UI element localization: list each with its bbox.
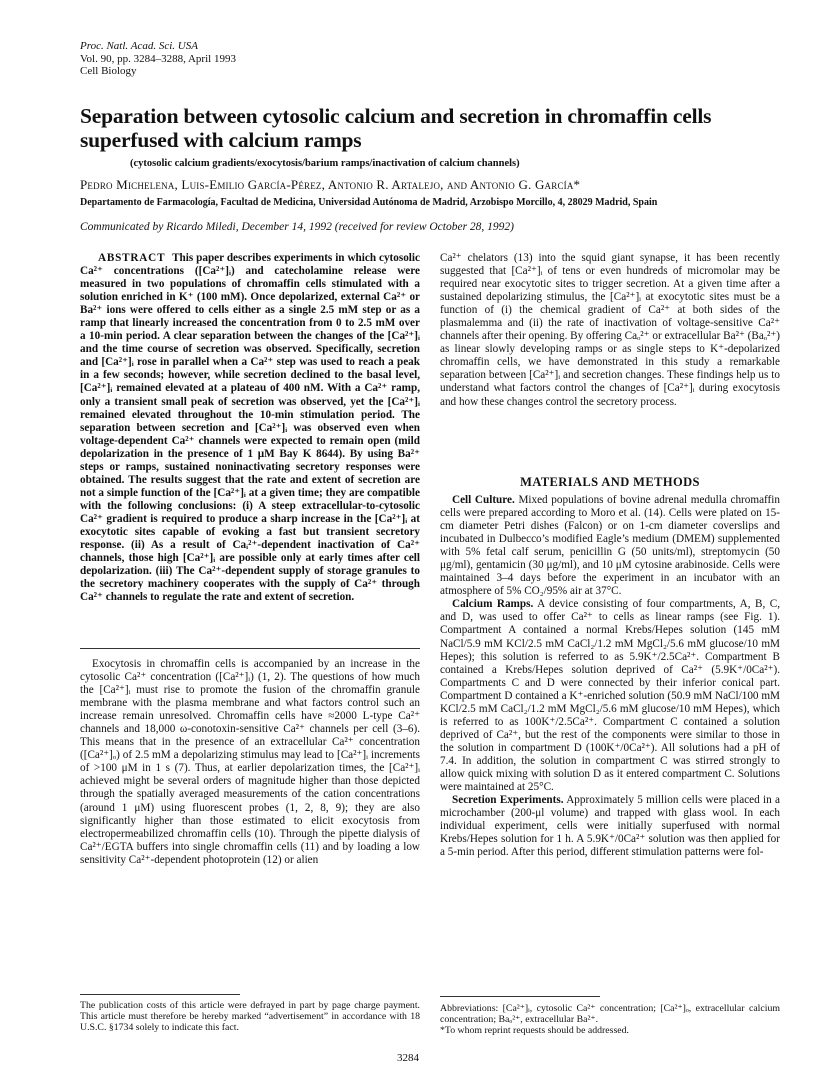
article-authors: Pedro Michelena, Luis-Emilio García-Pérez, Antonio R. Artalejo, and Antonio G. García* (80, 177, 581, 192)
introduction-continued: Ca²⁺ chelators (13) into the squid giant synapse, it has been recently suggested that [Ca²⁺]ᵢ of tens or even hundreds of micromolar may be required near exocytotic sites to trigger secretion. At a given time after a sustained depolarizing stimulus, the [Ca²⁺]ᵢ at exocytotic sites must be a function of (i) the chemical gradient of Ca²⁺ at both sides of the plasmalemma and (ii) the rate of inactivation of voltage-sensitive Ca²⁺ channels after their opening. By offering Caₒ²⁺ or extracellular Ba²⁺ (Baₒ²⁺) as linear slowly developing ramps or as single steps to K⁺-depolarized chromaffin cells, we have demonstrated in this study a remarkable separation between [Ca²⁺]ᵢ and secretion changes. These findings help us to understand what factors control the changes of [Ca²⁺]ᵢ during exocytosis and how these changes control the secretory process. (440, 252, 781, 408)
secretion-lead: Secretion Experiments. (452, 794, 564, 807)
abstract-text: This paper describes experiments in which cytosolic Ca²⁺ concentrations ([Ca²⁺]ᵢ) and catecholamine release were measured in two populations of chromaffin cells stimulated with a solution enriched in K⁺ (100 mM). Once depolarized, external Ca²⁺ or Ba²⁺ ions were offered to cells either as a single 2.5 mM step or as a ramp that linearly increased the concentration from 0 to 2.5 mM over a 10-min period. A clear separation between the changes of the [Ca²⁺]ᵢ and the time course of secretion was observed. Specifically, secretion and [Ca²⁺]ᵢ rose in parallel when a Ca²⁺ step was used to reach a peak in a few seconds; however, while secretion declined to the basal level, [Ca²⁺]ᵢ remained elevated at a plateau of 400 nM. With a Ca²⁺ ramp, only a transient small peak of secretion was observed, yet the [Ca²⁺]ᵢ remained elevated throughout the 10-min stimulation period. The separation between secretion and [Ca²⁺]ᵢ was observed even when voltage-dependent Ca²⁺ channels were expected to remain open (mild depolarization in the presence of 1 μM Bay K 8644). By using Ba²⁺ steps or ramps, sustained noninactivating secretory responses were obtained. The results suggest that the rate and extent of secretion are not a simple function of the [Ca²⁺]ᵢ at a given time; they are compatible with the following conclusions: (i) A steep extracellular-to-cytosolic Ca²⁺ gradient is required to produce a sharp increase in the [Ca²⁺]ᵢ at exocytotic sites capable of evoking a fast but transient secretory response. (ii) As a result of Caᵢ²⁺-dependent inactivation of Ca²⁺ channels, those high [Ca²⁺]ᵢ are possible only at early times after cell depolarization. (iii) The Ca²⁺-dependent supply of storage granules to the secretory machinery cooperates with the supply of Ca²⁺ through Ca²⁺ channels to regulate the rate and extent of secretion. (80, 252, 420, 604)
cell-culture-lead: Cell Culture. (452, 494, 515, 506)
volume-pages: Vol. 90, pp. 3284–3288, April 1993 (80, 52, 236, 65)
calcium-ramps-lead: Calcium Ramps. (452, 598, 534, 611)
methods-body (440, 494, 780, 859)
article-affiliation: Departamento de Farmacología, Facultad de Medicina, Universidad Autónoma de Madrid, Arzobispo Morcillo, 4, 28029 Madrid, Spain (80, 197, 658, 208)
secretion-paragraph (440, 794, 780, 859)
journal-name: Proc. Natl. Acad. Sci. USA (80, 40, 198, 52)
calcium-ramps-text: A device consisting of four compartments, A, B, C, and D, was used to offer Ca²⁺ to cells as linear ramps (see Fig. 1). Compartment A contained a normal Krebs/Hepes solution (145 mM NaCl/5.9 mM KCl/2.5 mM CaCl₂/1.2 mM MgCl₂/5.6 mM glucose/10 mM Hepes); this solution is referred to as 5.9K⁺/2.5Ca²⁺. Compartment B contained a Krebs/Hepes solution deprived of Ca²⁺ (5.9K⁺/0Ca²⁺). Compartments C and D were connected by their inferior conical part. Compartment D contained a K⁺-enriched solution (50.9 mM NaCl/100 mM KCl/2.5 mM CaCl₂/1.2 mM MgCl₂/5.6 mM glucose/10 mM Hepes), which is referred to as 100K⁺/2.5Ca²⁺. Compartment C contained a solution deprived of Ca²⁺, but the rest of the components were similar to those in the solution in compartment D (100K⁺/0Ca²⁺). All solutions had a pH of 7.4. In addition, the solution in compartment C was stirred strongly to allow quick mixing with solution D as it entered compartment C. Solutions were maintained at 25°C. (440, 598, 780, 794)
reprints-text: *To whom reprint requests should be addressed. (440, 1025, 629, 1037)
cell-culture-text: Mixed populations of bovine adrenal medulla chromaffin cells were prepared according to Moro et al. (14). Cells were plated on 15-cm diameter Petri dishes (Falcon) or on 1-cm diameter coverslips and incubated in Dulbecco’s modified Eagle’s medium (DMEM) supplemented with 5% fetal calf serum, penicillin G (50 units/ml), streptomycin (50 μg/ml), gentamicin (30 μg/ml), and 10 μM cytosine arabinoside. Cells were maintained 3–4 days before the experiment in an incubator with an atmosphere of 5% CO₂/95% air at 37°C. (440, 494, 780, 598)
communicated-line: Communicated by Ricardo Miledi, December 14, 1992 (received for review October 28, 1992) (80, 221, 515, 233)
abstract (80, 252, 420, 604)
abstract-label: ABSTRACT (98, 252, 166, 264)
abbreviations-text: Abbreviations: [Ca²⁺]ᵢ, cytosolic Ca²⁺ concentration; [Ca²⁺]ₒ, extracellular calcium concentration; Baₒ²⁺, extracellular Ba²⁺. (440, 1003, 780, 1026)
footnote-divider (80, 994, 240, 995)
journal-header (80, 40, 236, 78)
abbreviations-footnote (440, 1003, 780, 1037)
article-keywords: (cytosolic calcium gradients/exocytosis/barium ramps/inactivation of calcium channels) (130, 158, 520, 169)
abstract-divider (80, 648, 420, 649)
introduction-text: Exocytosis in chromaffin cells is accompanied by an increase in the cytosolic Ca²⁺ concentration ([Ca²⁺]ᵢ) (1, 2). The questions of how much the [Ca²⁺]ᵢ must rise to promote the fusion of the chromaffin granule membrane with the plasma membrane and what factors control such an increase remain unresolved. Chromaffin cells have ≈2000 L-type Ca²⁺ channels and 18,000 ω-conotoxin-sensitive Ca²⁺ channels per cell (3–6). This means that in the presence of an extracellular Ca²⁺ concentration ([Ca²⁺]ₒ) of 2.5 mM a depolarizing stimulus may lead to [Ca²⁺]ᵢ increments of >100 μM in 1 s (7). Thus, at earlier depolarization times, the [Ca²⁺]ᵢ achieved might be several orders of magnitude higher than those depicted through the spatially averaged measurements of the cation concentrations (around 1 μM) using fluorescent probes (1, 2, 8, 9); they are also significantly higher than those estimated to elicit exocytosis from electropermeabilized chromaffin cells (10). Through the pipette dialysis of Ca²⁺/EGTA buffers into single chromaffin cells (11) and by loading a low sensitivity Ca²⁺-dependent photoprotein (12) or alien (80, 658, 420, 866)
right-footnote-divider (440, 996, 600, 997)
methods-heading: MATERIALS AND METHODS (520, 475, 700, 489)
cell-culture-paragraph (440, 494, 780, 598)
calcium-ramps-paragraph (440, 598, 780, 794)
journal-section: Cell Biology (80, 65, 137, 77)
secretion-text: Approximately 5 million cells were placed in a microchamber (200-μl volume) and trapped with glass wool. In each individual experiment, cells were initially superfused with normal Krebs/Hepes solution for 1 h. A 5.9K⁺/0Ca²⁺ solution was then applied for a 5-min period. After this period, different stimulation patterns were fol- (440, 794, 780, 859)
page-number: 3284 (397, 1052, 419, 1064)
article-title: Separation between cytosolic calcium and secretion in chromaffin cells superfused with calcium ramps (80, 104, 712, 152)
publication-cost-footnote: The publication costs of this article were defrayed in part by page charge payment. This article must therefore be hereby marked “advertisement” in accordance with 18 U.S.C. §1734 solely to indicate this fact. (80, 1000, 420, 1034)
